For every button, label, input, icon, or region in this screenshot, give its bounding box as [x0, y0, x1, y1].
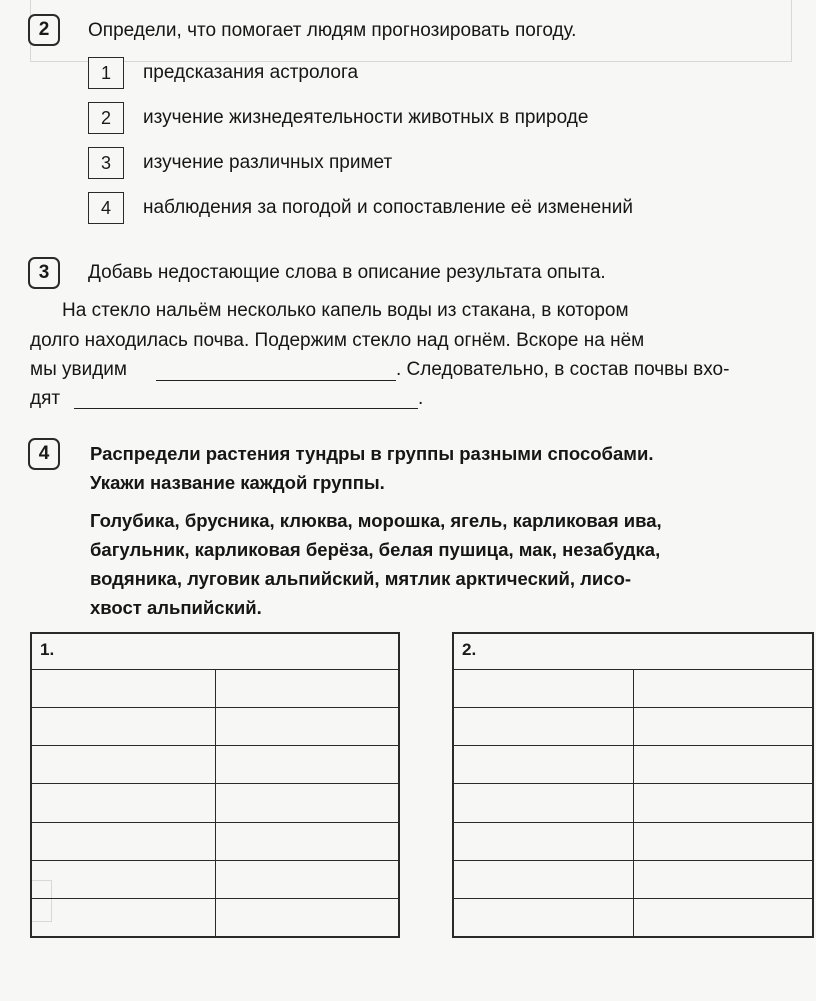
table-1-cell[interactable] [215, 898, 399, 936]
q3-blank-2-input[interactable] [74, 408, 418, 409]
table-2-cell[interactable] [454, 746, 634, 784]
question-3-number: 3 [28, 257, 60, 289]
grouping-table-1 [30, 632, 400, 938]
q2-option-3-checkbox[interactable]: 3 [88, 147, 124, 179]
table-2-cell[interactable] [633, 746, 813, 784]
question-4-text-line-2: Укажи название каждой группы. [90, 472, 385, 493]
q3-text-line-3b: . Следовательно, в состав почвы вхо- [396, 359, 730, 380]
table-1-header[interactable]: 1. [32, 634, 399, 670]
table-1-cell[interactable] [32, 822, 216, 860]
table-2-cell[interactable] [633, 860, 813, 898]
table-2-cell[interactable] [454, 860, 634, 898]
q3-text-line-3a: мы увидим [30, 359, 127, 380]
q3-text-line-4b: . [418, 388, 424, 409]
grouping-table-2 [452, 632, 814, 938]
table-1-cell[interactable] [215, 670, 399, 708]
question-4-text-line-1: Распредели растения тундры в группы разными способами. [90, 443, 654, 464]
table-2-cell[interactable] [454, 708, 634, 746]
q2-option-4-label: наблюдения за погодой и сопоставление её изменений [143, 197, 633, 218]
table-1-cell[interactable] [215, 822, 399, 860]
table-2-cell[interactable] [633, 822, 813, 860]
table-2-cell[interactable] [633, 708, 813, 746]
question-2-text: Определи, что помогает людям прогнозировать погоду. [88, 20, 577, 41]
q3-text-line-2: долго находилась почва. Подержим стекло над огнём. Вскоре на нём [30, 330, 645, 351]
table-2-cell[interactable] [454, 784, 634, 822]
table-1-cell[interactable] [32, 784, 216, 822]
q3-text-line-4a: дят [30, 388, 61, 409]
q4-plants-line-2: багульник, карликовая берёза, белая пушица, мак, незабудка, [90, 539, 661, 560]
q2-option-3-label: изучение различных примет [143, 152, 393, 173]
table-1-cell[interactable] [215, 708, 399, 746]
table-2-cell[interactable] [633, 784, 813, 822]
q2-option-1-checkbox[interactable]: 1 [88, 57, 124, 89]
q2-option-1-label: предсказания астролога [143, 62, 359, 83]
table-2-cell[interactable] [454, 670, 634, 708]
q3-text-line-1: На стекло нальём несколько капель воды из стакана, в котором [62, 300, 629, 321]
table-1-cell[interactable] [32, 898, 216, 936]
table-2-cell[interactable] [633, 670, 813, 708]
table-2-cell[interactable] [454, 898, 634, 936]
table-1-cell[interactable] [32, 670, 216, 708]
q4-plants-line-4: хвост альпийский. [90, 597, 262, 618]
q4-plants-line-3: водяника, луговик альпийский, мятлик арктический, лисо- [90, 568, 632, 589]
table-1-cell[interactable] [215, 746, 399, 784]
q2-option-4-checkbox[interactable]: 4 [88, 192, 124, 224]
q3-blank-1-input[interactable] [156, 380, 396, 381]
table-2-cell[interactable] [454, 822, 634, 860]
q2-option-2-label: изучение жизнедеятельности животных в природе [143, 107, 589, 128]
table-2-header[interactable]: 2. [454, 634, 813, 670]
q2-option-2-checkbox[interactable]: 2 [88, 102, 124, 134]
table-1-cell[interactable] [32, 708, 216, 746]
table-2-cell[interactable] [633, 898, 813, 936]
question-2-number: 2 [28, 14, 60, 46]
question-3-text: Добавь недостающие слова в описание результата опыта. [88, 262, 606, 283]
table-1-cell[interactable] [32, 860, 216, 898]
question-4-number: 4 [28, 438, 60, 470]
table-1-cell[interactable] [215, 860, 399, 898]
table-1-cell[interactable] [215, 784, 399, 822]
q4-plants-line-1: Голубика, брусника, клюква, морошка, ягель, карликовая ива, [90, 510, 662, 531]
table-1-cell[interactable] [32, 746, 216, 784]
